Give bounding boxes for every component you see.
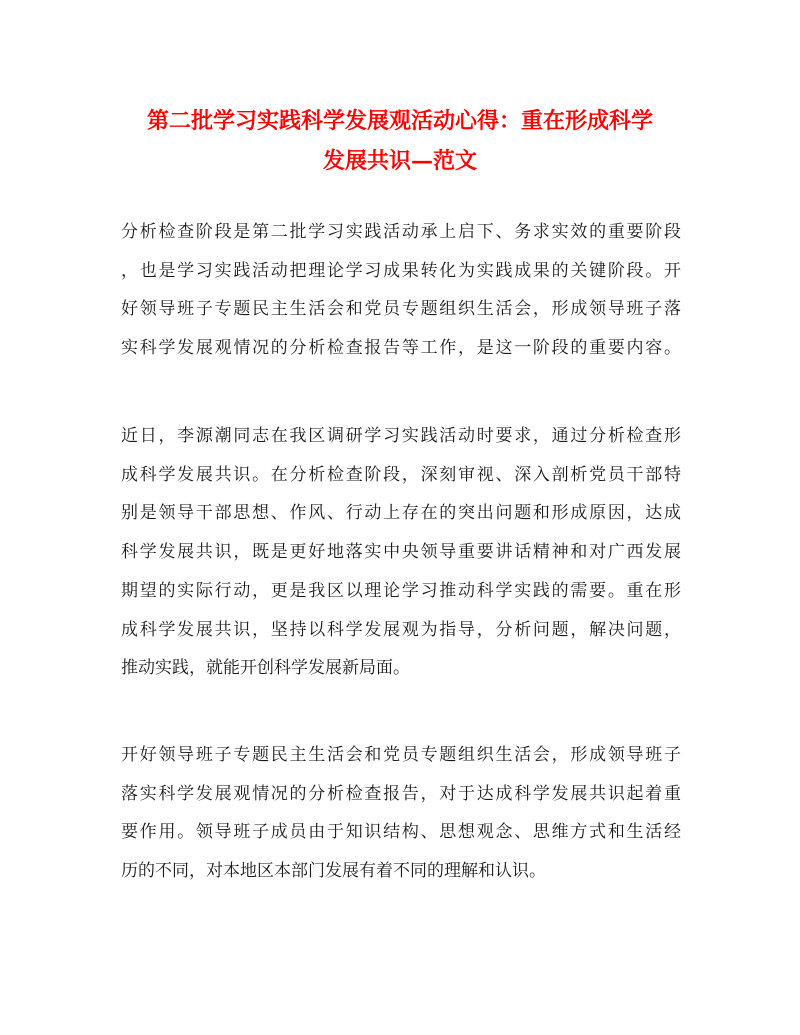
paragraph-line: 科学发展共识，既是更好地落实中央领导重要讲话精神和对广西发展 — [121, 542, 681, 563]
paragraph-line: 成科学发展共识。在分析检查阶段，深刻审视、深入剖析党员干部特 — [121, 464, 681, 485]
paragraph-line: 成科学发展共识，坚持以科学发展观为指导，分析问题，解决问题， — [121, 619, 681, 640]
document-title — [110, 101, 690, 181]
paragraph-line: 期望的实际行动，更是我区以理论学习推动科学实践的需要。重在形 — [121, 580, 681, 601]
paragraph-line: ，也是学习实践活动把理论学习成果转化为实践成果的关键阶段。开 — [121, 260, 681, 281]
paragraph-line: 实科学发展观情况的分析检查报告等工作，是这一阶段的重要内容。 — [121, 338, 681, 359]
paragraph-line: 近日，李源潮同志在我区调研学习实践活动时要求，通过分析检查形 — [121, 426, 681, 446]
paragraph-2 — [121, 417, 681, 688]
paragraph-line: 开好领导班子专题民主生活会和党员专题组织生活会，形成领导班子 — [121, 745, 681, 765]
title-line-1: 第二批学习实践科学发展观活动心得：重在形成科学 — [146, 108, 653, 134]
paragraph-line: 历的不同，对本地区本部门发展有着不同的理解和认识。 — [121, 861, 546, 882]
paragraph-line: 好领导班子专题民主生活会和党员专题组织生活会，形成领导班子落 — [121, 299, 681, 320]
paragraph-line: 要作用。领导班子成员由于知识结构、思想观念、思维方式和生活经 — [121, 822, 681, 843]
paragraph-3 — [121, 736, 681, 891]
paragraph-line: 落实科学发展观情况的分析检查报告，对于达成科学发展共识起着重 — [121, 783, 681, 804]
title-line-2: 发展共识—范文 — [322, 148, 477, 174]
paragraph-1 — [121, 213, 681, 368]
paragraph-line: 推动实践，就能开创科学发展新局面。 — [121, 658, 410, 679]
paragraph-line: 分析检查阶段是第二批学习实践活动承上启下、务求实效的重要阶段 — [121, 222, 681, 242]
paragraph-line: 别是领导干部思想、作风、行动上存在的突出问题和形成原因，达成 — [121, 503, 681, 524]
